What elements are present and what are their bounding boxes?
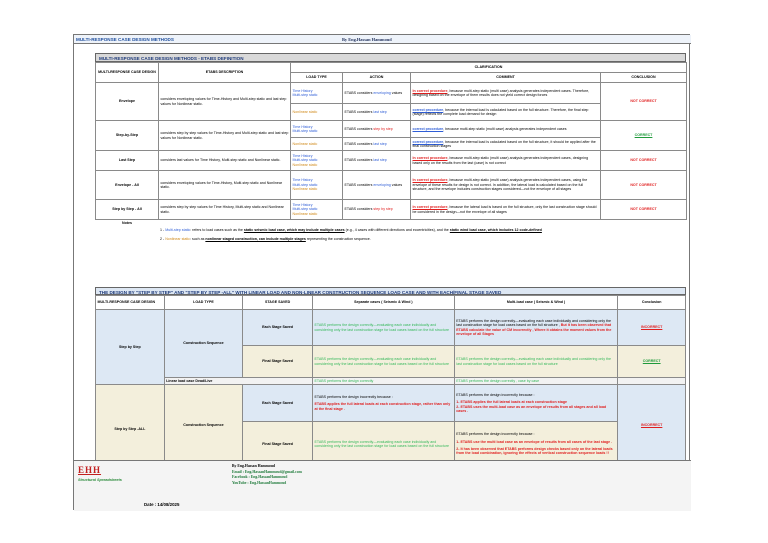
multi-cell: ETABS performs the design correctly , case by case <box>454 378 618 385</box>
action-text: ETABS considers <box>344 90 374 95</box>
comment-text: , because the internal load is calculated based on the full structure, it should be applied after the final construction stages <box>412 139 596 148</box>
document-title: MULTI-RESPONSE CASE DESIGN METHODS <box>76 37 174 42</box>
footer <box>74 460 691 511</box>
method-cell: Step-by-Step <box>96 121 159 151</box>
action-highlight: last step <box>373 158 387 163</box>
comment-highlight: In correct procedure <box>412 178 448 183</box>
section1-title: MULTI-RESPONSE CASE DESIGN METHODS - ETABS DEFINITION <box>95 53 686 62</box>
contact-info <box>232 464 302 487</box>
col-loadtype-header: LOAD TYPE <box>291 73 343 83</box>
loadtype-label: Time History <box>292 202 313 207</box>
author-name: By Eng.Hassan Hammoud <box>232 464 275 468</box>
comment-text: , because multi-step static (multi case) analysis generates independent cases, designing based only on the results from the last (case) is not correct <box>412 156 589 165</box>
note-keyword: Nonlinear static <box>165 237 190 242</box>
loadtype-cell <box>291 171 343 200</box>
loadtype-label: Time History <box>292 88 313 93</box>
loadtype-label: Time History <box>292 178 313 183</box>
multi-warning: But it has been observed that ETABS calculate the value of CM incorrectly , Where it obtains the moment values from the envelope of all Stages <box>456 323 612 336</box>
loadtype-label: Time History <box>292 153 313 158</box>
note-emphasis: nonlinear staged construction, can include multiple stages <box>205 237 306 242</box>
col-conclusion-header: CONCLUSION <box>601 73 687 83</box>
note-emphasis: static wind load case, which includes 12 code-defined <box>449 228 542 233</box>
conclusion-cell <box>618 378 686 385</box>
ehh-logo: EHH <box>78 465 102 475</box>
loadtype-cell <box>291 151 343 171</box>
comment-highlight: correct procedure <box>412 107 444 112</box>
action-highlight: enveloping <box>373 90 391 95</box>
table-row <box>96 378 686 385</box>
multi-cell: ETABS performs the design correctly—evaluating each case individually and considering only the last construction stage for load cases based on the full structure <box>454 346 618 378</box>
loadtype-cell <box>291 83 343 104</box>
logo-subtitle: Structural Spreadsheets <box>78 478 122 482</box>
document-date: Date : 14/08/2025 <box>144 502 180 507</box>
step-by-step-design-section <box>95 287 686 474</box>
multi-cell <box>454 385 618 422</box>
action-cell <box>343 171 411 200</box>
etabs-definition-section <box>95 53 686 251</box>
action-text: ETABS considers <box>344 207 374 212</box>
loadtype-label: Nonlinear static <box>292 187 318 192</box>
note-2 <box>160 237 685 242</box>
h-loadtype: LOAD TYPE <box>164 296 243 310</box>
col-action-header: ACTION <box>343 73 411 83</box>
author-credit: By Eng.Hassan Hammoud <box>342 37 392 42</box>
action-cell <box>343 83 411 104</box>
conclusion-label: CORRECT <box>642 359 661 364</box>
loadtype-cell: Nonlinear static <box>291 138 343 151</box>
col-clarification-header: CLARIFICATION <box>291 63 687 73</box>
comment-highlight: correct procedure <box>412 139 444 144</box>
table-row <box>96 83 687 104</box>
multi-text: ETABS performs the design correctly—evaluating each case individually and considering only the last construction stage for load cases based on the full structure , <box>456 318 612 328</box>
conclusion-label: INCORRECT <box>640 325 663 330</box>
loadtype-label: Nonlinear static <box>292 211 318 216</box>
conclusion-cell <box>618 385 686 467</box>
action-cell <box>343 138 411 151</box>
action-text: ETABS considers <box>344 158 374 163</box>
table-row <box>96 310 686 346</box>
facebook-link[interactable]: Facebook : Eng.HassanHammoud <box>232 475 288 480</box>
multi-cell <box>454 310 618 346</box>
h-multi-load-case: Multi-load case ( Seismic & Wind ) <box>454 296 618 310</box>
action-highlight: step by step <box>373 207 393 212</box>
note-text: : such as <box>189 237 206 242</box>
conclusion-cell: NOT CORRECT <box>601 171 687 200</box>
comment-cell <box>411 171 601 200</box>
conclusion-cell <box>618 310 686 346</box>
stage-cell: Final Stage Saved <box>243 422 313 467</box>
h-conclusion: Conclusion <box>618 296 686 310</box>
comment-text: , because multi-step static (multi case) analysis generates independent cases <box>443 126 567 131</box>
action-cell <box>343 151 411 171</box>
stage-cell: Each Stage Saved <box>243 310 313 346</box>
table-row <box>96 385 686 422</box>
action-highlight: enveloping <box>373 182 391 187</box>
conclusion-cell <box>618 346 686 378</box>
separate-cell: ETABS performs the design correctly—evaluating each case individually and considering only the last construction stage for load cases based on the full structure <box>313 346 455 378</box>
notes-row <box>96 220 687 251</box>
notes-content <box>159 220 687 251</box>
action-cell <box>343 104 411 121</box>
description-cell: considers last values for Time History, Multi-step static and Nonlinear static. <box>159 151 291 171</box>
loadtype-cell <box>291 200 343 220</box>
separate-cell: ETABS performs the design correctly <box>313 378 455 385</box>
loadtype-label: Multi-step static <box>292 207 318 212</box>
conclusion-label: CORRECT <box>634 133 653 138</box>
comment-cell <box>411 138 601 151</box>
multi-warning: 1- ETABS use the multi load case as an envelope of results from all cases of the last stage . <box>456 439 613 444</box>
method-cell: Step by Step - All <box>96 200 159 220</box>
method-cell: Step by Step <box>96 310 165 385</box>
comment-text: , because the lateral load is based on the full structure, only the last construction stage should be considered in the design—not the envelope of all stages <box>412 205 597 214</box>
note-keyword: Multi-step static <box>165 228 191 233</box>
note-text: representing the construction sequence. <box>305 237 371 242</box>
table-row <box>96 171 687 200</box>
conclusion-label: INCORRECT <box>640 423 663 428</box>
action-cell <box>343 200 411 220</box>
h-stage-saved: STAGE SAVED <box>243 296 313 310</box>
worksheet <box>73 34 690 510</box>
multi-warning: 2- ETABS uses the multi-load case as an envelope of results from all stages and all load cases . <box>456 404 607 413</box>
comment-cell <box>411 104 601 121</box>
col-method-header: MULTI-RESPONSE CASE DESIGN <box>96 63 159 83</box>
action-text: ETABS considers <box>344 126 374 131</box>
loadtype-label: Multi-step static <box>292 182 318 187</box>
separate-cell <box>313 385 455 422</box>
h-separate-cases: Separate cases ( Seismic & Wind ) <box>313 296 455 310</box>
description-cell: considers step by step values for Time-History and Multi-step static and last step values for Nonlinear static. <box>159 121 291 151</box>
table-row <box>96 121 687 138</box>
multi-warning: 2- It has been observed that ETABS performs design checks based only on the lateral loads from the load combination, ignoring the effects of vertical construction sequence loads !! <box>456 447 613 456</box>
step-by-step-design-table <box>95 295 686 474</box>
comment-highlight: In correct procedure <box>412 156 448 161</box>
loadtype-label: Multi-step static <box>292 129 318 133</box>
comment-cell <box>411 200 601 220</box>
comment-text: , because the internal load is calculated based on the full structure. Therefore, the final step (stage) reflects the complete load demand for design <box>412 107 589 116</box>
note-number: 1 - <box>160 228 165 233</box>
col-comment-header: COMMENT <box>411 73 601 83</box>
comment-cell <box>411 83 601 104</box>
loadtype-cell: Nonlinear static <box>291 104 343 121</box>
etabs-definition-table <box>95 62 687 251</box>
separate-text: ETABS performs the design incorrectly because : <box>314 394 393 399</box>
action-cell <box>343 121 411 138</box>
separate-warning: ETABS applies the full lateral loads at each construction stage, rather than only at the final stage . <box>314 402 451 411</box>
h-method: MULTI-RESPONSE CASE DESIGN <box>96 296 165 310</box>
action-text: ETABS considers <box>344 109 374 114</box>
method-cell: Step by Step -ALL <box>96 385 165 474</box>
conclusion-cell: NOT CORRECT <box>601 151 687 171</box>
comment-cell <box>411 151 601 171</box>
note-text: (e.g., 4 cases with different directions and eccentricities), and the <box>344 228 450 233</box>
loadtype-label: Multi-step static <box>292 158 318 163</box>
loadtype-cell: Construction Sequence <box>164 310 243 378</box>
action-text: ETABS considers <box>344 182 374 187</box>
stage-cell: Final Stage Saved <box>243 346 313 378</box>
action-highlight: last step <box>373 109 387 114</box>
comment-cell <box>411 121 601 138</box>
table-row <box>96 151 687 171</box>
separate-cell: ETABS performs the design correctly—evaluating each case individually and considering only the last construction stage for load cases based on the full structure <box>313 310 455 346</box>
action-text: values <box>390 90 403 95</box>
action-text: values <box>390 182 403 187</box>
table-row <box>96 200 687 220</box>
action-text: ETABS considers <box>344 141 374 146</box>
note-emphasis: static seismic load case, which may include multiple cases <box>243 228 345 233</box>
separate-cell: ETABS performs the design correctly—evaluating each case individually and considering only the last construction stage for load cases based on the full structure <box>313 422 455 467</box>
comment-highlight: correct procedure <box>412 126 444 131</box>
action-highlight: step by step <box>373 126 393 131</box>
action-highlight: last step <box>373 141 387 146</box>
loadtype-label: Nonlinear static <box>292 162 318 167</box>
conclusion-cell: NOT CORRECT <box>601 200 687 220</box>
method-cell: Last Step <box>96 151 159 171</box>
comment-text: , because multi-step static (multi case) analysis generates independent cases, using the envelope of these results for design is not correct. In addition, the lateral load is calculated based on the full structure, and the envelope includes construction stages considered—not the envelope of all stages <box>412 178 588 192</box>
conclusion-cell <box>601 121 687 151</box>
linear-label-cell: Linear load case Dead/Live <box>164 378 312 385</box>
note-1 <box>160 228 685 233</box>
email-link[interactable]: Email : Eng.HassanHammoud@gmail.com <box>232 469 302 474</box>
loadtype-label: Time History <box>292 124 313 129</box>
comment-highlight: In correct procedure <box>412 88 448 93</box>
note-number: 2 - <box>160 237 165 242</box>
youtube-link[interactable]: YouTube : Eng.HassanHammoud <box>232 481 287 486</box>
loadtype-cell: Construction Sequence <box>164 385 243 467</box>
comment-highlight: In correct procedure <box>412 205 448 210</box>
description-cell: considers step by step values for Time History, Multi-step static and Nonlinear static. <box>159 200 291 220</box>
stage-cell: Each Stage Saved <box>243 385 313 422</box>
loadtype-cell <box>291 121 343 138</box>
header-bar <box>74 35 691 44</box>
description-cell: considers enveloping values for Time-History, Multi-step static and Nonlinear static. <box>159 171 291 200</box>
multi-text: ETABS performs the design incorrectly because : <box>456 432 535 437</box>
note-text: : refers to load cases such as the <box>190 228 244 233</box>
comment-text: , because multi-step static (multi case) analysis generates independent cases. Therefore, designing based on the envelope of them results does not yield correct design forces <box>412 88 590 97</box>
description-cell: considers enveloping values for Time-History and Multi-step static and last step values for Nonlinear static. <box>159 83 291 121</box>
method-cell: Envelope <box>96 83 159 121</box>
col-desc-header: ETABS DESCRIPTION <box>159 63 291 83</box>
conclusion-cell: NOT CORRECT <box>601 83 687 121</box>
method-cell: Envelope - All <box>96 171 159 200</box>
section2-title: THE DESIGN BY "STEP BY STEP" AND "STEP BY STEP -ALL" WITH LINEAR LOAD AND NON-LINEAR CONSTRUCTION SEQUENCE LOAD CASE AND WITH EACH/FINAL STAGE SAVED <box>95 287 686 295</box>
multi-warning: 1- ETABS applies the full lateral loads at each construction stage <box>456 400 568 405</box>
loadtype-label: Multi-step static <box>292 93 318 97</box>
notes-label: Notes <box>122 220 132 225</box>
multi-text: ETABS performs the design incorrectly because : <box>456 392 535 397</box>
